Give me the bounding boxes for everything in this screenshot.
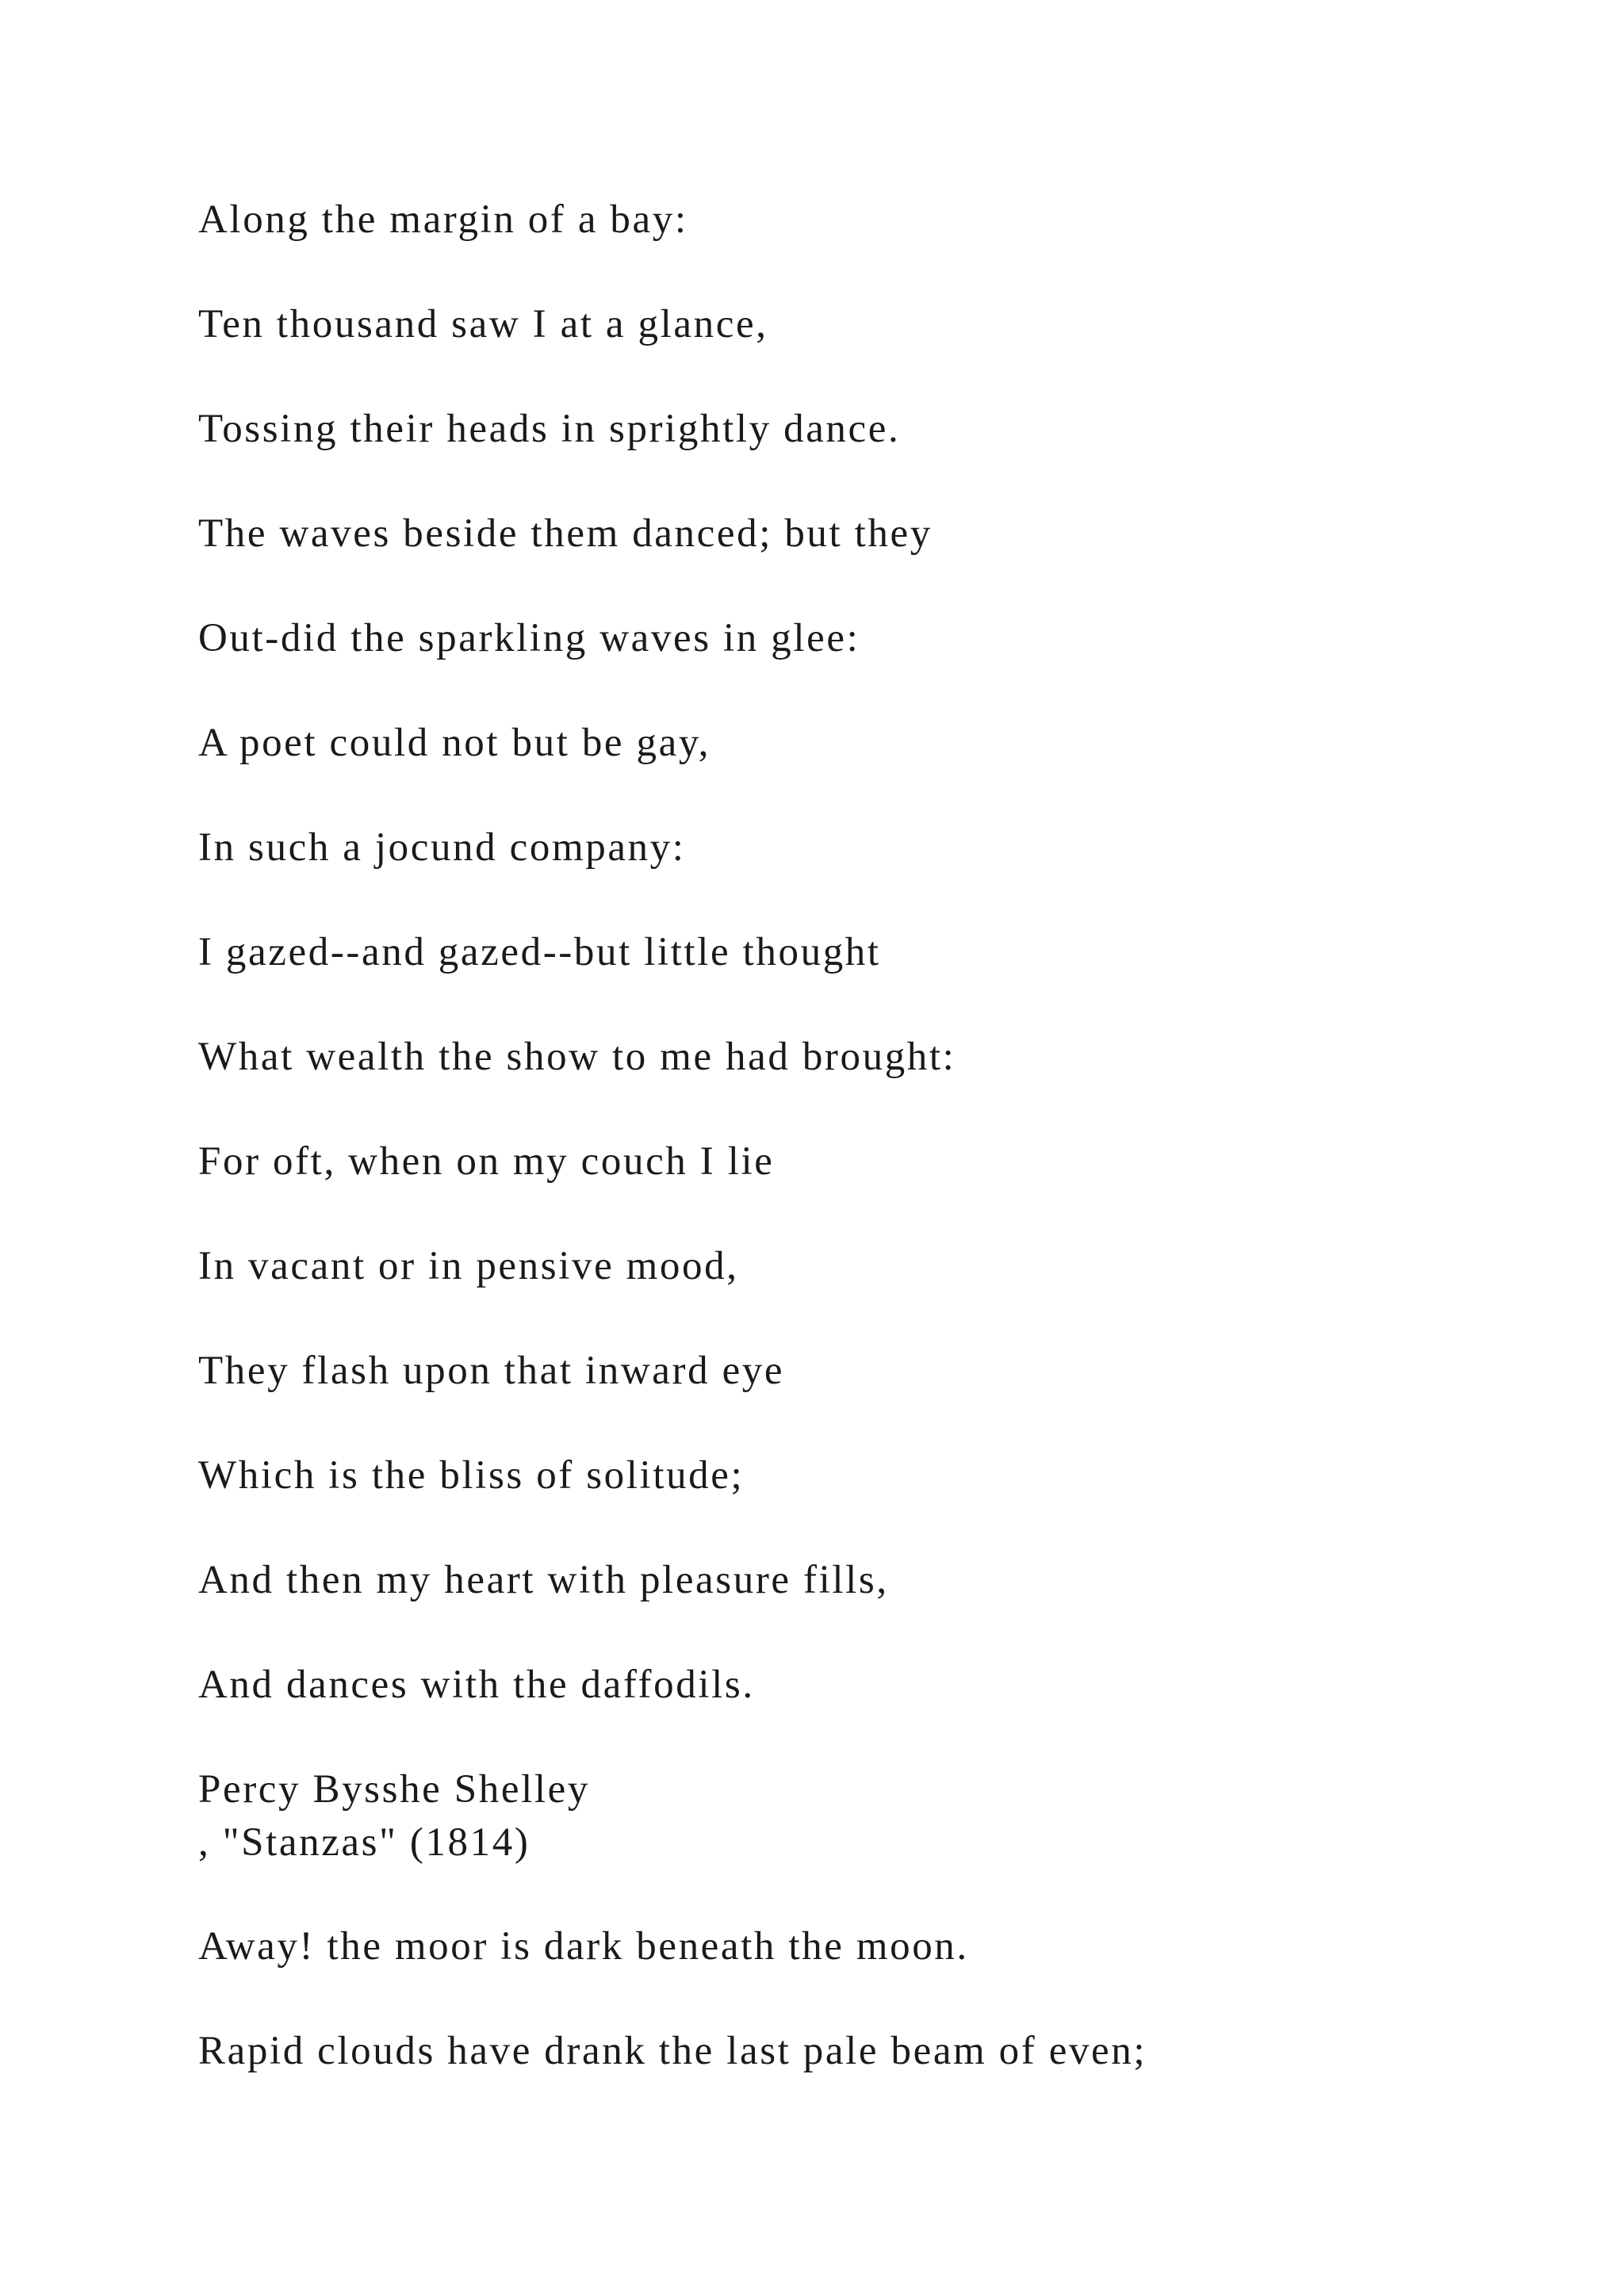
poem-line: The waves beside them danced; but they [198, 511, 933, 556]
poem-line: Ten thousand saw I at a glance, [198, 302, 768, 346]
poem-line: I gazed--and gazed--but little thought [198, 930, 881, 974]
poem-line: In vacant or in pensive mood, [198, 1244, 739, 1288]
poem-line: And then my heart with pleasure fills, [198, 1558, 889, 1602]
poem-line: Out-did the sparkling waves in glee: [198, 616, 860, 660]
poem-line: Tossing their heads in sprightly dance. [198, 407, 901, 451]
poem-line: A poet could not but be gay, [198, 721, 710, 765]
poem-line: And dances with the daffodils. [198, 1663, 755, 1707]
poem-line: In such a jocund company: [198, 825, 686, 870]
poem-line: Along the margin of a bay: [198, 197, 688, 242]
poem-line: Which is the bliss of solitude; [198, 1453, 745, 1498]
attribution-work: , "Stanzas" (1814) [198, 1820, 530, 1865]
poem-line: Away! the moor is dark beneath the moon. [198, 1924, 969, 1969]
poem-line: For oft, when on my couch I lie [198, 1139, 775, 1184]
poem-line: Rapid clouds have drank the last pale beam of even; [198, 2029, 1147, 2073]
attribution-author: Percy Bysshe Shelley [198, 1767, 590, 1812]
poem-line: They flash upon that inward eye [198, 1349, 785, 1393]
poem-line: What wealth the show to me had brought: [198, 1035, 956, 1079]
